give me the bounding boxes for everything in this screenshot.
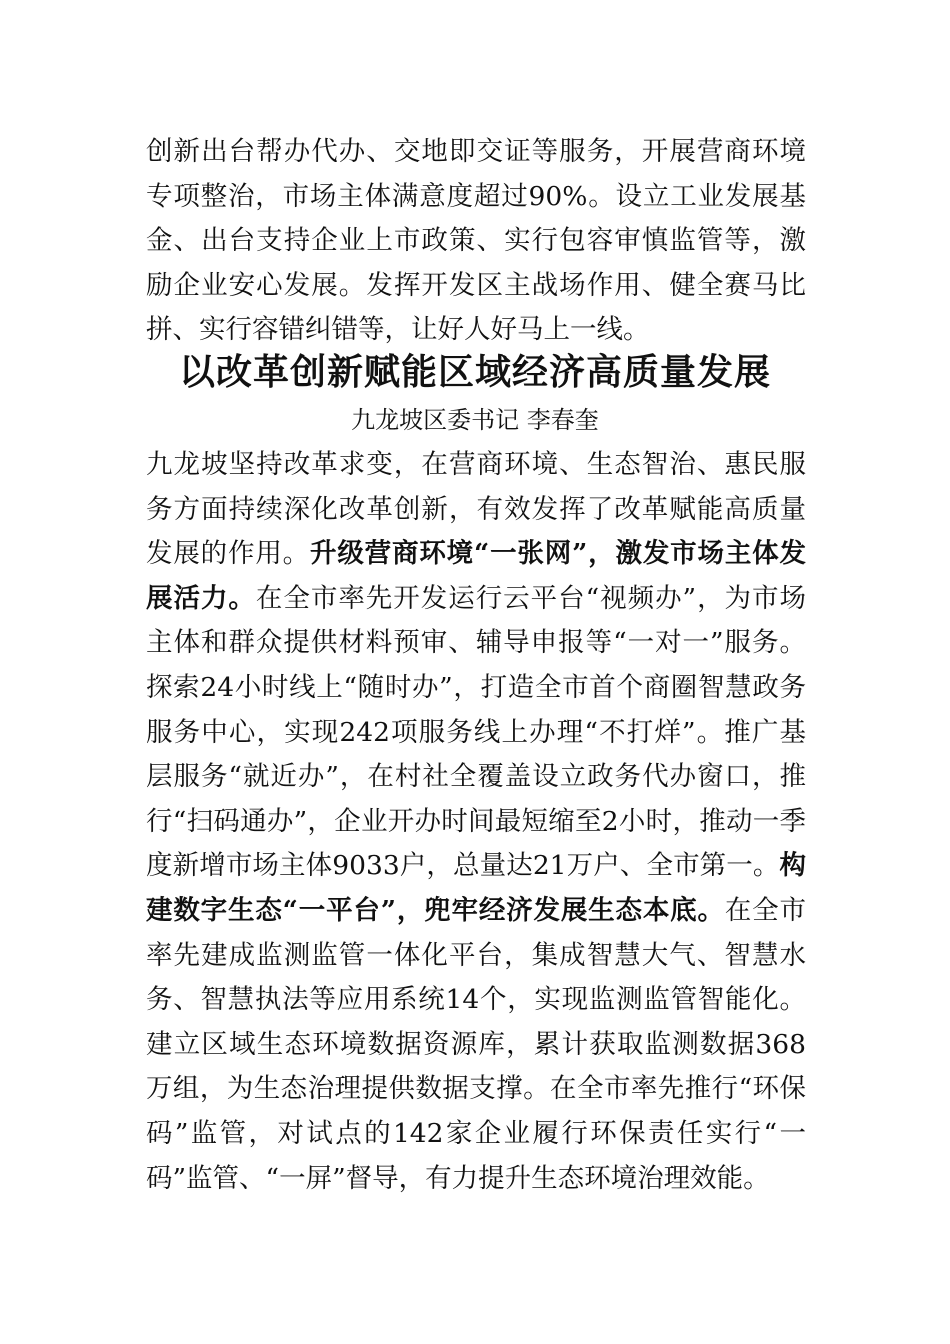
section-heading-business-environment: 升级营商环境“一张网”，激发市场主体发展活力。 [146,538,806,614]
intro-text: 九龙坡坚持改革求变，在营商环境、生态智治、惠民服务方面持续深化改革创新，有效发挥了改革赋能高质量发展的作用。 [146,449,806,570]
article-title: 以改革创新赋能区域经济高质量发展 [178,352,771,393]
article-body [146,443,806,1201]
article-byline: 九龙坡区委书记 李春奎 [351,406,599,434]
section-heading-digital-ecology: 构建数字生态“一平台”，兜牢经济发展生态本底。 [146,850,806,926]
section-body-digital-ecology: 在全市率先建成监测监管一体化平台，集成智慧大气、智慧水务、智慧执法等应用系统14个，实现监测监管智能化。建立区域生态环境数据资源库，累计获取监测数据368万组，为生态治理提供数据支撑。在全市率先推行“环保码”监管，对试点的142家企业履行环保责任实行“一码”监管、“一屏”督导，有力提升生态环境治理效能。 [146,894,806,1194]
section-body-business-environment: 在全市率先开发运行云平台“视频办”，为市场主体和群众提供材料预审、辅导申报等“一对一”服务。探索24小时线上“随时办”，打造全市首个商圈智慧政务服务中心，实现242项服务线上办理“不打烊”。推广基层服务“就近办”，在村社全覆盖设立政务代办窗口，推行“扫码通办”，企业开办时间最短缩至2小时，推动一季度新增市场主体9033户，总量达21万户、全市第一。 [146,582,806,882]
continued-paragraph: 创新出台帮办代办、交地即交证等服务，开展营商环境专项整治，市场主体满意度超过90%。设立工业发展基金、出台支持企业上市政策、实行包容审慎监管等，激励企业安心发展。发挥开发区主战场作用、健全赛马比拼、实行容错纠错等，让好人好马上一线。 [146,136,806,346]
